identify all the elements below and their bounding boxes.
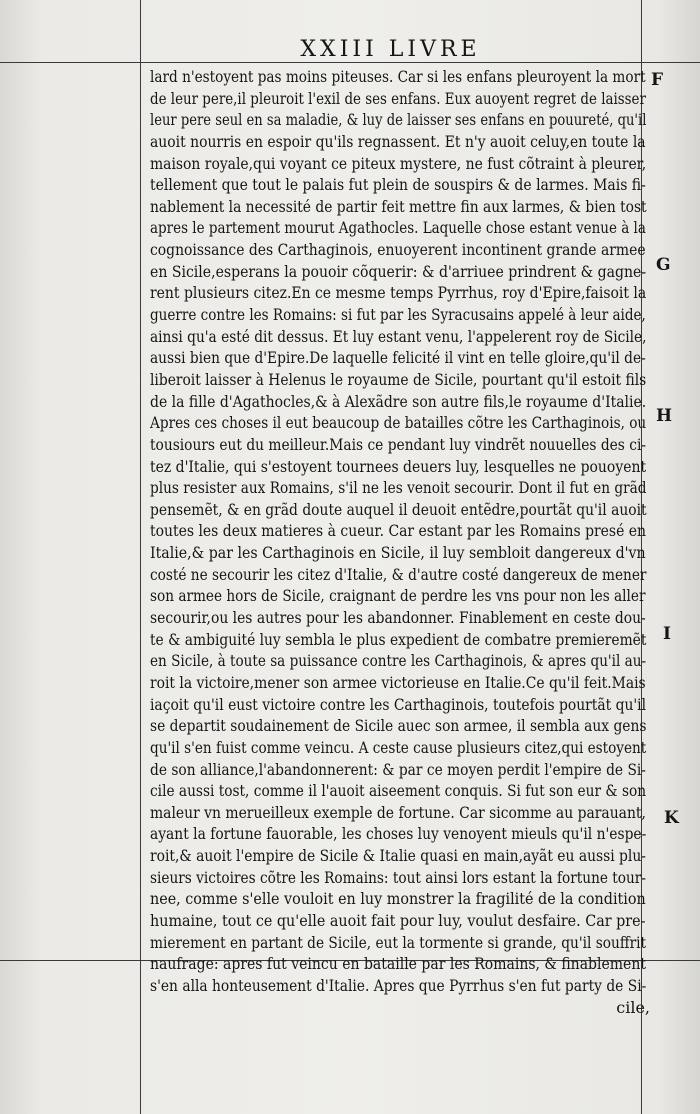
text-line: lard n'estoyent pas moins piteuses. Car si les enfans pleuroyent la mort — [150, 67, 646, 86]
text-line: maleur vn merueilleux exemple de fortune. Car sicomme au parauant, — [150, 802, 646, 822]
running-title: XXIII LIVRE — [300, 37, 481, 62]
left-margin-rule — [140, 0, 141, 1114]
text-line: costé ne secourir les citez d'Italie, & d'autre costé dangereux de mener — [150, 564, 647, 584]
text-line: cile aussi tost, comme il l'auoit aiseement conquis. Si fut son eur & son — [150, 781, 647, 801]
text-line: toutes les deux matieres à cueur. Car estant par les Romains presé en — [150, 521, 647, 541]
body-text — [150, 66, 652, 1018]
text-line: tousiours eut du meilleur.Mais ce pendant luy vindrẽt nouuelles des ci- — [150, 434, 647, 454]
text-line: de son alliance,l'abandonnerent: & par ce moyen perdit l'empire de Si- — [150, 759, 646, 779]
text-line: humaine, tout ce qu'elle auoit fait pour luy, voulut desfaire. Car pre- — [150, 910, 646, 930]
text-line: nablement la necessité de partir feit mettre fin aux larmes, & bien tost — [150, 196, 647, 216]
top-rule — [0, 62, 700, 63]
text-line: te & ambiguité luy sembla le plus expedient de combatre premieremẽt — [150, 629, 647, 649]
text-line: leur pere seul en sa maladie, & luy de laisser ses enfans en pouureté, qu'il — [150, 110, 647, 130]
text-line: de la fille d'Agathocles,& à Alexãdre son autre fils,le royaume d'Italie. — [150, 391, 647, 411]
text-line: liberoit laisser à Helenus le royaume de Sicile, pourtant qu'il estoit fils — [150, 369, 647, 389]
text-line: cile, — [616, 997, 650, 1017]
text-line: guerre contre les Romains: si fut par les Syracusains appelé à leur aide, — [150, 305, 646, 325]
text-line: ainsi qu'a esté dit dessus. Et luy estant venu, l'appelerent roy de Sicile, — [150, 326, 647, 346]
marginal-letter-i: I — [663, 624, 671, 644]
text-line: son armee hors de Sicile, craignant de perdre les vns pour non les aller — [150, 586, 646, 606]
text-line: roit la victoire,mener son armee victorieuse en Italie.Ce qu'il feit.Mais — [150, 672, 646, 692]
text-line: de leur pere,il pleuroit l'exil de ses enfans. Eux auoyent regret de laisser — [150, 88, 646, 108]
text-line: rent plusieurs citez.En ce mesme temps Pyrrhus, roy d'Epire,faisoit la — [150, 283, 647, 303]
text-line: roit,& auoit l'empire de Sicile & Italie quasi en main,ayãt eu aussi plu- — [150, 846, 646, 866]
text-line: naufrage: apres fut veincu en bataille par les Romains, & finablement — [150, 954, 646, 974]
text-line: s'en alla honteusement d'Italie. Apres que Pyrrhus s'en fut party de Si- — [150, 975, 647, 995]
text-line: aussi bien que d'Epire.De laquelle felicité il vint en telle gloire,qu'il de- — [150, 348, 646, 368]
marginal-letter-g: G — [656, 255, 671, 275]
marginal-letter-k: K — [664, 808, 679, 828]
text-line: secourir,ou les autres pour les abandonner. Finablement en ceste dou- — [150, 608, 646, 628]
text-line: plus resister aux Romains, s'il ne les venoit secourir. Dont il fut en grãd — [150, 478, 647, 498]
text-line: maison royale,qui voyant ce piteux mystere, ne fust cõtraint à pleurer, — [150, 153, 647, 173]
text-line: en Sicile,esperans la pouoir cõquerir: & d'arriuee prindrent & gagne- — [150, 261, 647, 281]
text-line: se departit soudainement de Sicile auec son armee, il sembla aux gens — [150, 716, 647, 736]
text-line: mierement en partant de Sicile, eut la tormente si grande, qu'il souffrit — [150, 932, 647, 952]
text-line: ayant la fortune fauorable, les choses luy venoyent mieuls qu'il n'espe- — [150, 824, 647, 844]
text-line: sieurs victoires cõtre les Romains: tout ainsi lors estant la fortune tour- — [150, 867, 646, 887]
text-line: Apres ces choses il eut beaucoup de batailles cõtre les Carthaginois, ou — [150, 413, 647, 433]
text-line: nee, comme s'elle vouloit en luy monstrer la fragilité de la condition — [150, 889, 646, 909]
marginal-letter-f: F — [651, 70, 664, 90]
text-line: en Sicile, à toute sa puissance contre les Carthaginois, & apres qu'il au- — [150, 651, 647, 671]
text-line: pensemẽt, & en grãd doute auquel il deuoit entẽdre,pourtãt qu'il auoit — [150, 499, 647, 519]
marginal-letter-h: H — [656, 406, 673, 426]
text-line: cognoissance des Carthaginois, enuoyerent incontinent grande armee — [150, 240, 646, 260]
text-line: tez d'Italie, qui s'estoyent tournees deuers luy, lesquelles ne pouoyent — [150, 456, 647, 476]
text-line: iaçoit qu'il eust victoire contre les Carthaginois, toutefois pourtãt qu'il — [150, 694, 647, 714]
text-line: tellement que tout le palais fut plein de souspirs & de larmes. Mais fi- — [150, 175, 646, 195]
text-line: apres le partement mourut Agathocles. Laquelle chose estant venue à la — [150, 218, 646, 238]
text-line: qu'il s'en fuist comme veincu. A ceste cause plusieurs citez,qui estoyent — [150, 737, 647, 757]
text-line: Italie,& par les Carthaginois en Sicile, il luy sembloit dangereux d'vn — [150, 543, 646, 563]
text-line: auoit nourris en espoir qu'ils regnassent. Et n'y auoit celuy,en toute la — [150, 131, 646, 151]
